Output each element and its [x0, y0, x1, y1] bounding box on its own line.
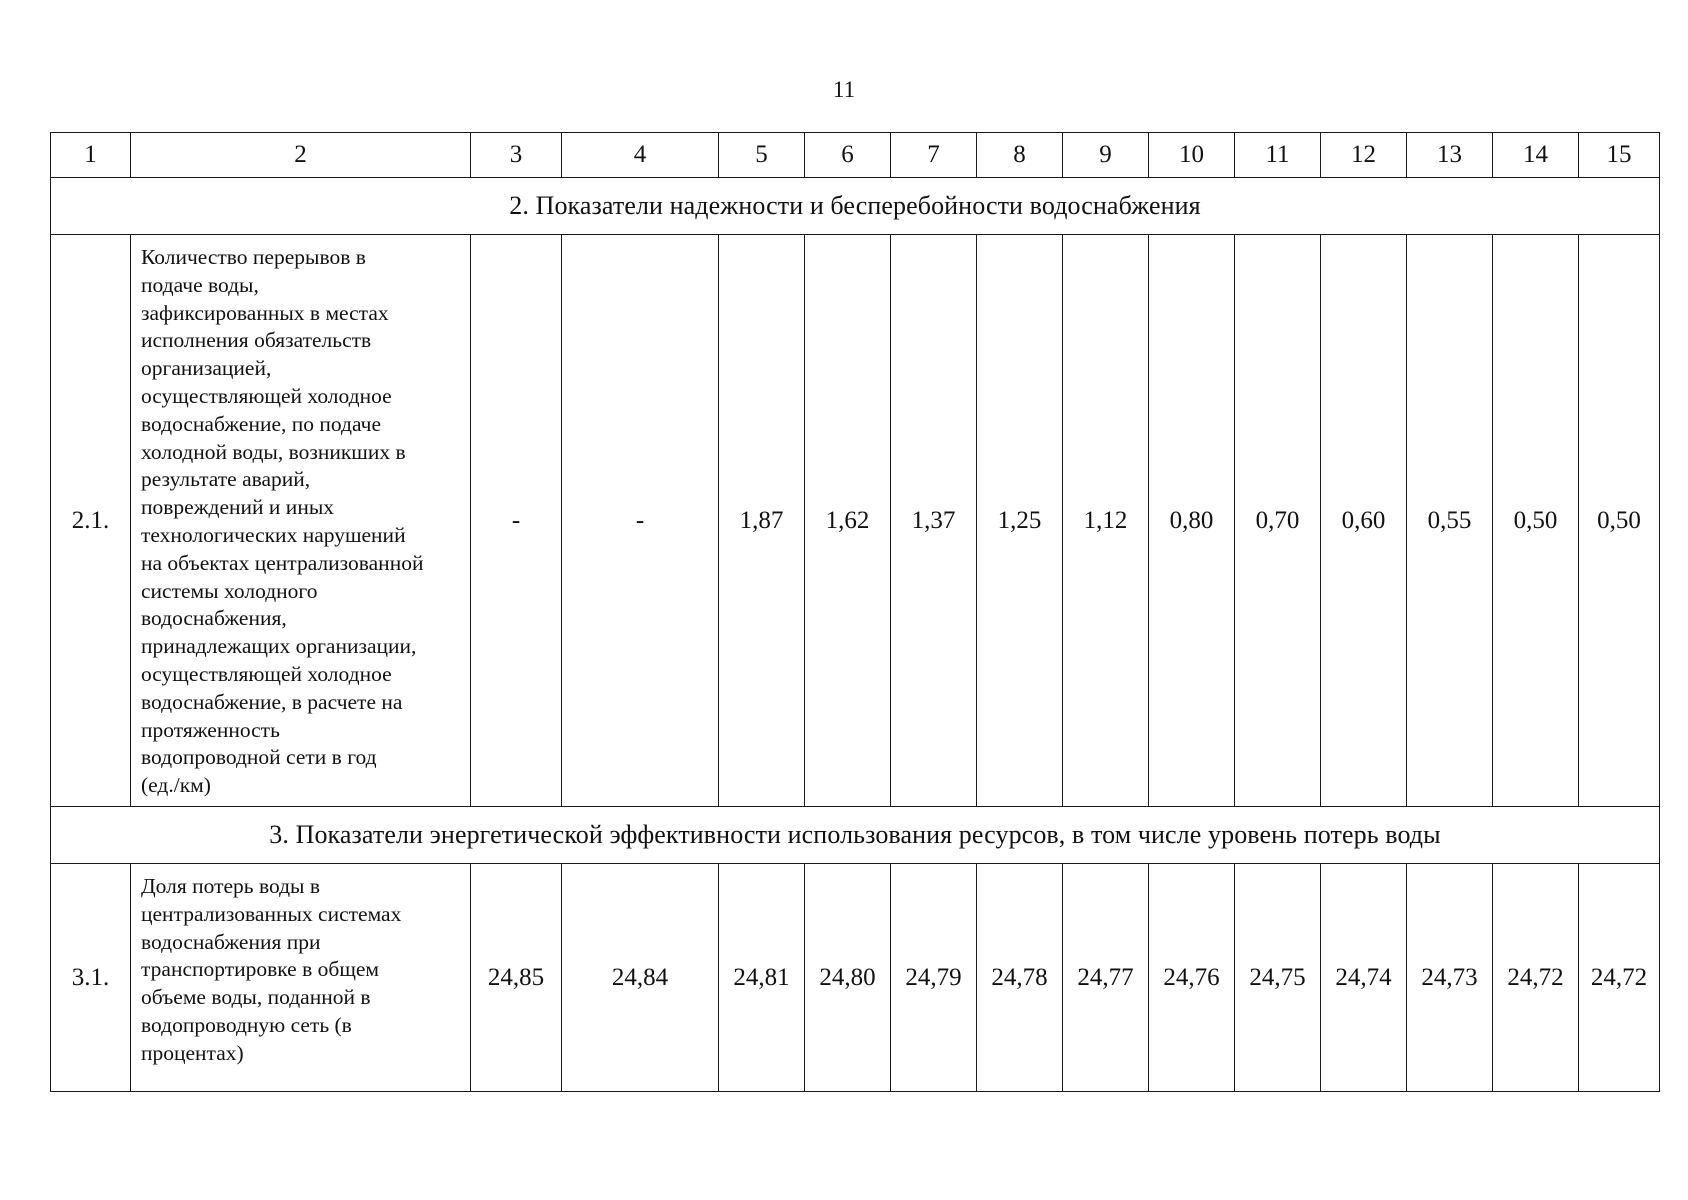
row-number: 3.1. — [51, 864, 131, 1092]
value-cell: 24,75 — [1235, 864, 1321, 1092]
column-number: 6 — [805, 133, 891, 178]
column-number: 3 — [471, 133, 562, 178]
column-number: 5 — [719, 133, 805, 178]
value-cell: 24,84 — [562, 864, 719, 1092]
value-cell: 0,50 — [1579, 235, 1660, 807]
value-cell: 24,73 — [1407, 864, 1493, 1092]
column-number: 13 — [1407, 133, 1493, 178]
indicator-description: Количество перерывов в подаче воды, зафиксированных в местах исполнения обязательств организацией, осуществляющей холодное водоснабжение, по подаче холодной воды, возникших в результате аварий, повреждений и иных технологических нарушений на объектах централизованной системы холодного водоснабжения, принадлежащих организации, осуществляющей холодное водоснабжение, в расчете на протяженность водопроводной сети в год (ед./км) — [131, 235, 471, 807]
value-cell: 0,70 — [1235, 235, 1321, 807]
column-number: 11 — [1235, 133, 1321, 178]
value-cell: 24,79 — [891, 864, 977, 1092]
table-row — [51, 864, 1660, 1092]
section-title: 3. Показатели энергетической эффективности использования ресурсов, в том числе уровень потерь воды — [51, 807, 1660, 864]
value-cell: 24,85 — [471, 864, 562, 1092]
value-cell: 24,76 — [1149, 864, 1235, 1092]
value-cell: 24,72 — [1493, 864, 1579, 1092]
column-number: 15 — [1579, 133, 1660, 178]
column-number-row — [51, 133, 1660, 178]
column-number: 7 — [891, 133, 977, 178]
page-number: 11 — [832, 77, 856, 102]
value-cell: 1,87 — [719, 235, 805, 807]
value-cell: 1,37 — [891, 235, 977, 807]
value-cell: - — [562, 235, 719, 807]
section-heading-row — [51, 807, 1660, 864]
value-cell: 24,77 — [1063, 864, 1149, 1092]
value-cell: - — [471, 235, 562, 807]
column-number: 1 — [51, 133, 131, 178]
value-cell: 0,55 — [1407, 235, 1493, 807]
value-cell: 0,50 — [1493, 235, 1579, 807]
value-cell: 0,60 — [1321, 235, 1407, 807]
column-number: 10 — [1149, 133, 1235, 178]
column-number: 14 — [1493, 133, 1579, 178]
value-cell: 24,72 — [1579, 864, 1660, 1092]
indicators-table — [50, 132, 1660, 1092]
value-cell: 1,25 — [977, 235, 1063, 807]
section-title: 2. Показатели надежности и бесперебойности водоснабжения — [51, 178, 1660, 235]
value-cell: 1,12 — [1063, 235, 1149, 807]
row-number: 2.1. — [51, 235, 131, 807]
value-cell: 0,80 — [1149, 235, 1235, 807]
column-number: 12 — [1321, 133, 1407, 178]
table-row — [51, 235, 1660, 807]
value-cell: 24,80 — [805, 864, 891, 1092]
value-cell: 24,78 — [977, 864, 1063, 1092]
indicator-description: Доля потерь воды в централизованных системах водоснабжения при транспортировке в общем объеме воды, поданной в водопроводную сеть (в процентах) — [131, 864, 471, 1092]
column-number: 9 — [1063, 133, 1149, 178]
value-cell: 24,74 — [1321, 864, 1407, 1092]
column-number: 4 — [562, 133, 719, 178]
value-cell: 1,62 — [805, 235, 891, 807]
column-number: 2 — [131, 133, 471, 178]
section-heading-row — [51, 178, 1660, 235]
value-cell: 24,81 — [719, 864, 805, 1092]
column-number: 8 — [977, 133, 1063, 178]
